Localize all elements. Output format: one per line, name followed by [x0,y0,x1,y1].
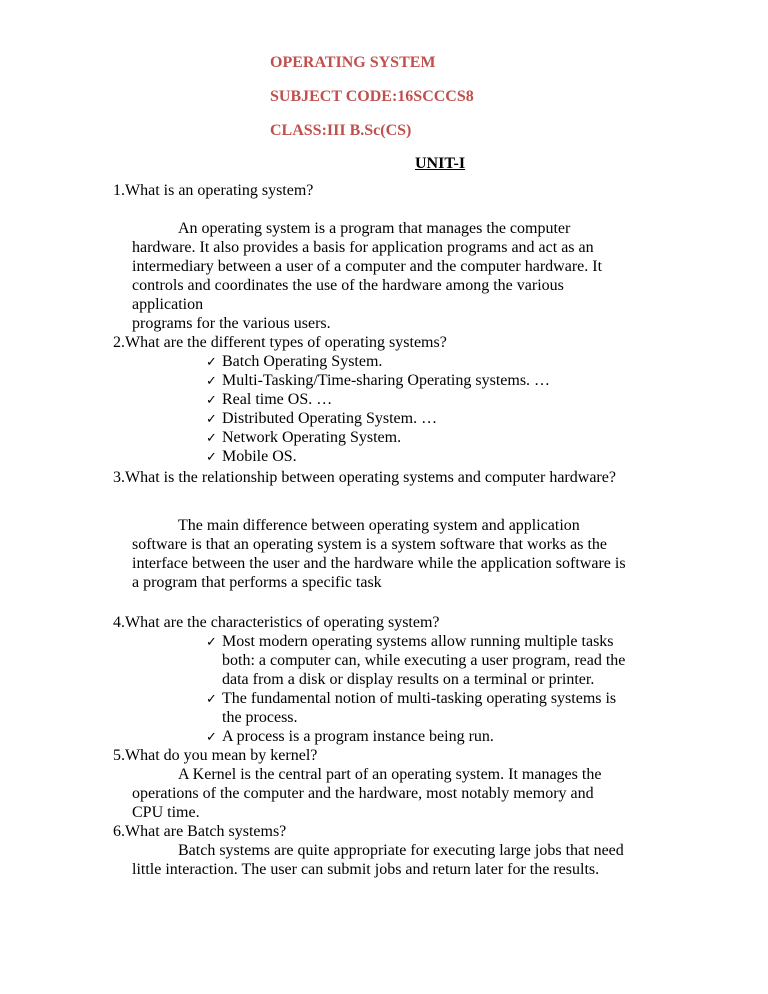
list-item: ✓ Real time OS. … [206,391,333,408]
list-item-continuation: data from a disk or display results on a terminal or printer. [222,671,595,688]
document-title: OPERATING SYSTEM [270,54,436,71]
question-5: 5.What do you mean by kernel? [113,747,318,764]
list-item: ✓ Mobile OS. [206,448,297,465]
check-icon: ✓ [206,412,217,427]
list-item: ✓ Distributed Operating System. … [206,410,438,427]
answer-line: Batch systems are quite appropriate for executing large jobs that need [178,842,624,859]
answer-line: interface between the user and the hardware while the application software is [132,555,626,572]
list-item: ✓ Batch Operating System. [206,353,383,370]
check-icon: ✓ [206,393,217,408]
list-item: ✓ Most modern operating systems allow running multiple tasks [206,633,614,650]
list-item: ✓ Multi-Tasking/Time-sharing Operating systems. … [206,372,551,389]
list-item-continuation: the process. [222,709,298,726]
answer-line: application [132,296,204,313]
answer-line: A Kernel is the central part of an operating system. It manages the [178,766,602,783]
check-icon: ✓ [206,730,217,745]
answer-line: An operating system is a program that manages the computer [178,220,571,237]
answer-line: intermediary between a user of a computer and the computer hardware. It [132,258,603,275]
check-icon: ✓ [206,692,217,707]
answer-line: a program that performs a specific task [132,574,382,591]
answer-line: controls and coordinates the use of the hardware among the various [132,277,564,294]
subject-code: SUBJECT CODE:16SCCCS8 [270,88,474,105]
check-icon: ✓ [206,431,217,446]
question-6: 6.What are Batch systems? [113,823,287,840]
question-3: 3.What is the relationship between operating systems and computer hardware? [113,469,616,486]
answer-line: The main difference between operating system and application [178,517,580,534]
check-icon: ✓ [206,635,217,650]
unit-heading: UNIT-I [415,155,466,172]
class-label: CLASS:III B.Sc(CS) [270,122,412,139]
check-icon: ✓ [206,355,217,370]
list-item: ✓ The fundamental notion of multi-tasking operating systems is [206,690,617,707]
answer-line: operations of the computer and the hardware, most notably memory and [132,785,594,802]
list-item-continuation: both: a computer can, while executing a user program, read the [222,652,626,669]
question-4: 4.What are the characteristics of operating system? [113,614,440,631]
question-1: 1.What is an operating system? [113,182,314,199]
answer-line: software is that an operating system is a system software that works as the [132,536,607,553]
list-item: ✓ Network Operating System. [206,429,402,446]
question-2: 2.What are the different types of operating systems? [113,334,447,351]
list-item: ✓ A process is a program instance being run. [206,728,494,745]
check-icon: ✓ [206,450,217,465]
answer-line: little interaction. The user can submit jobs and return later for the results. [132,861,600,878]
answer-line: programs for the various users. [132,315,331,332]
answer-line: hardware. It also provides a basis for application programs and act as an [132,239,594,256]
check-icon: ✓ [206,374,217,389]
answer-line: CPU time. [132,804,200,821]
